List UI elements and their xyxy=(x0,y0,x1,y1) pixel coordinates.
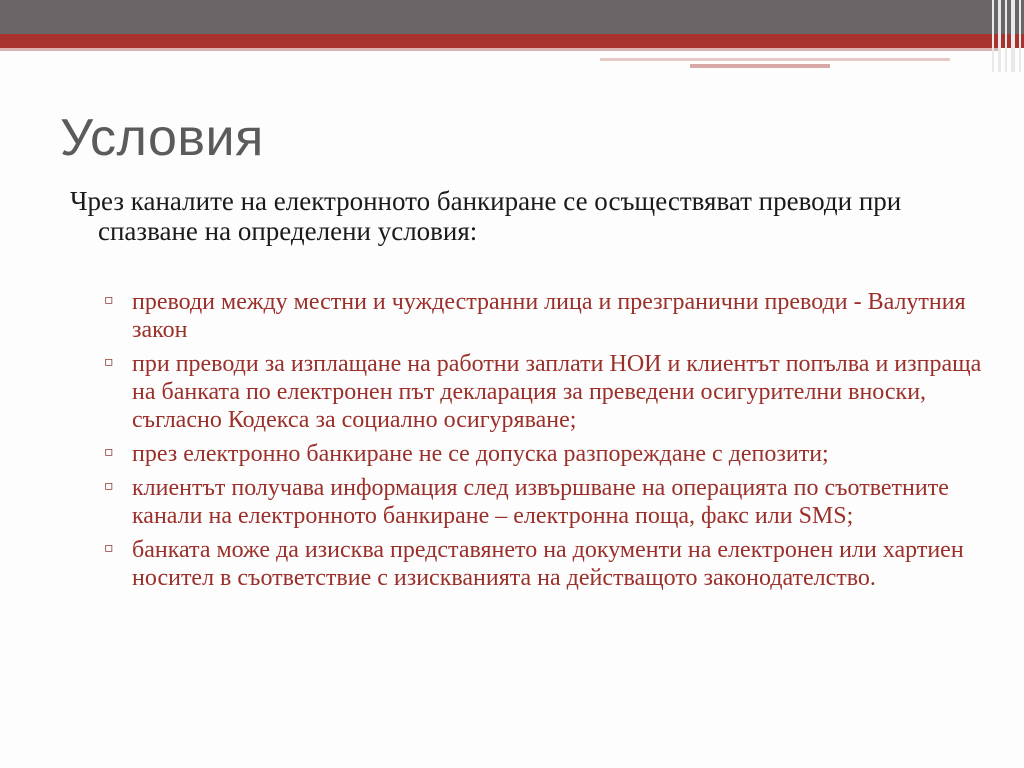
bullet-marker-icon: ▫ xyxy=(104,292,114,308)
bullet-text: при преводи за изплащане на работни заплати НОИ и клиентът попълва и изпраща на банката по електронен път декларация за преведени осигурителни вноски, съгласно Кодекса за социално осигуряване; xyxy=(132,351,982,433)
list-item xyxy=(104,474,984,530)
intro-paragraph: Чрез каналите на електронното банкиране се осъществяват преводи при спазване на определени условия: xyxy=(70,186,902,246)
bullet-text: клиентът получава информация след извършване на операцията по съответните канали на електронното банкиране – електронна поща, факс или SMS; xyxy=(132,475,949,529)
list-item xyxy=(104,288,984,344)
header-red-bar xyxy=(0,34,1024,48)
list-item xyxy=(104,440,984,468)
bullet-text: банката може да изисква представянето на документи на електронен или хартиен носител в съответствие с изискванията на действащото законодателство. xyxy=(132,537,964,591)
header-accent-line-small xyxy=(690,64,830,68)
bullet-marker-icon: ▫ xyxy=(104,478,114,494)
header-vertical-lines xyxy=(988,0,1024,72)
list-item xyxy=(104,536,984,592)
header-gray-bar xyxy=(0,0,1024,34)
bullet-text: преводи между местни и чуждестранни лица и презгранични преводи - Валутния закон xyxy=(132,289,966,343)
header-accent-line-short xyxy=(600,58,950,61)
bullet-marker-icon: ▫ xyxy=(104,444,114,460)
bullet-marker-icon: ▫ xyxy=(104,540,114,556)
header-accent-line xyxy=(0,48,1000,51)
bullet-text: през електронно банкиране не се допуска разпореждане с депозити; xyxy=(132,441,829,467)
list-item xyxy=(104,350,984,434)
slide-title: Условия xyxy=(60,109,264,167)
bullet-list xyxy=(104,288,984,598)
bullet-marker-icon: ▫ xyxy=(104,354,114,370)
